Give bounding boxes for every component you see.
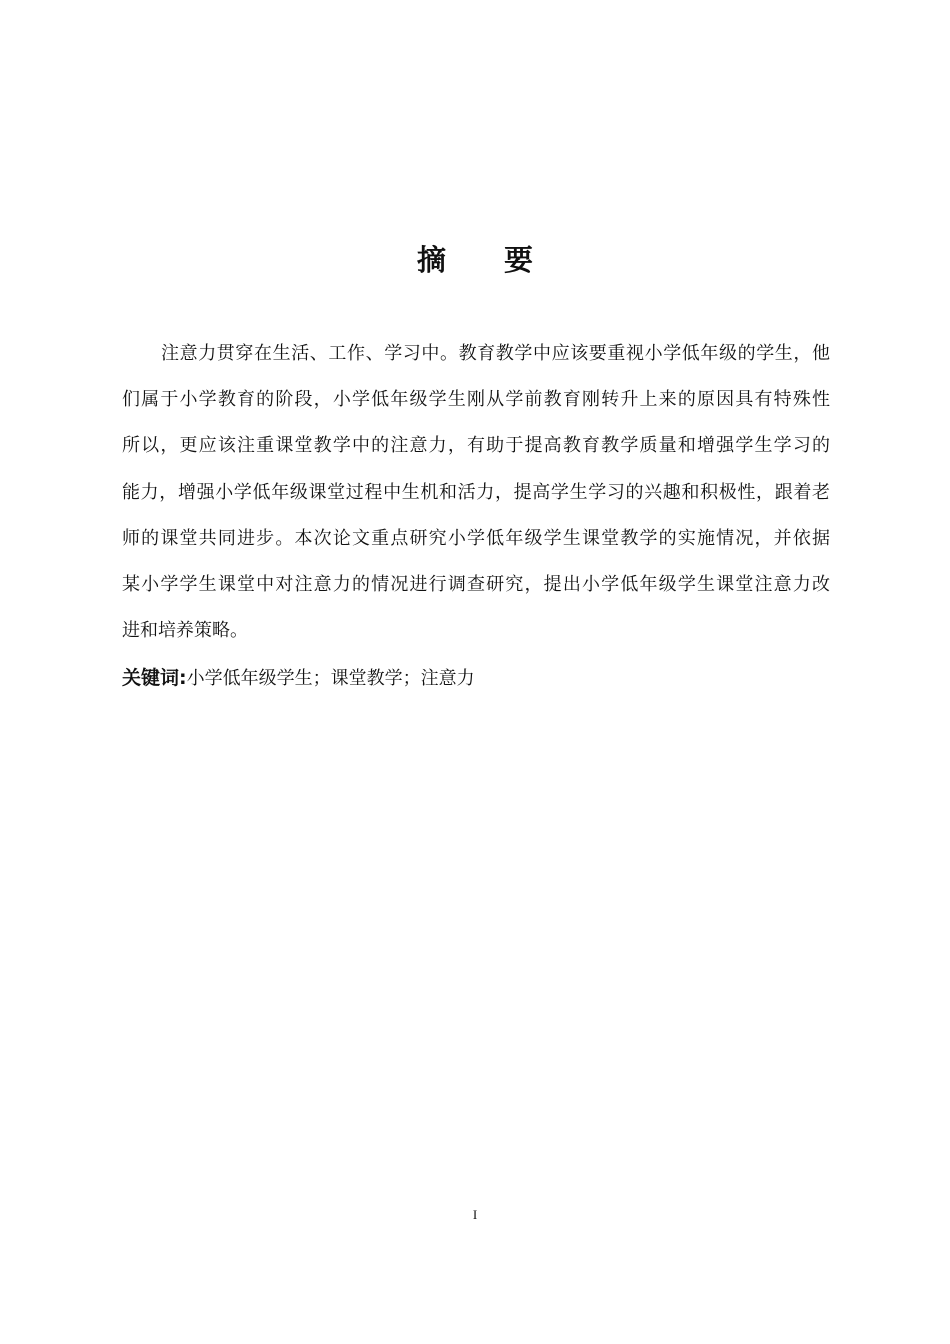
abstract-line: 所以，更应该注重课堂教学中的注意力，有助于提高教育教学质量和增强学生学习的 — [122, 435, 830, 457]
abstract-line: 某小学学生课堂中对注意力的情况进行调查研究，提出小学低年级学生课堂注意力改 — [122, 573, 830, 595]
keywords-label: 关键词: — [122, 667, 187, 689]
abstract-line: 能力，增强小学低年级课堂过程中生机和活力，提高学生学习的兴趣和积极性，跟着老 — [122, 481, 830, 503]
keywords-value: 小学低年级学生；课堂教学；注意力 — [186, 668, 475, 689]
page-number: I — [472, 1207, 478, 1222]
abstract-line: 师的课堂共同进步。本次论文重点研究小学低年级学生课堂教学的实施情况，并依据 — [122, 527, 830, 549]
abstract-line: 进和培养策略。 — [122, 620, 248, 642]
abstract-body — [122, 336, 830, 659]
abstract-line: 注意力贯穿在生活、工作、学习中。教育教学中应该要重视小学低年级的学生，他 — [161, 343, 830, 364]
keywords-row — [122, 660, 475, 697]
abstract-line: 们属于小学教育的阶段，小学低年级学生刚从学前教育刚转升上来的原因具有特殊性 — [122, 389, 830, 411]
page-title: 摘 要 — [416, 243, 558, 277]
